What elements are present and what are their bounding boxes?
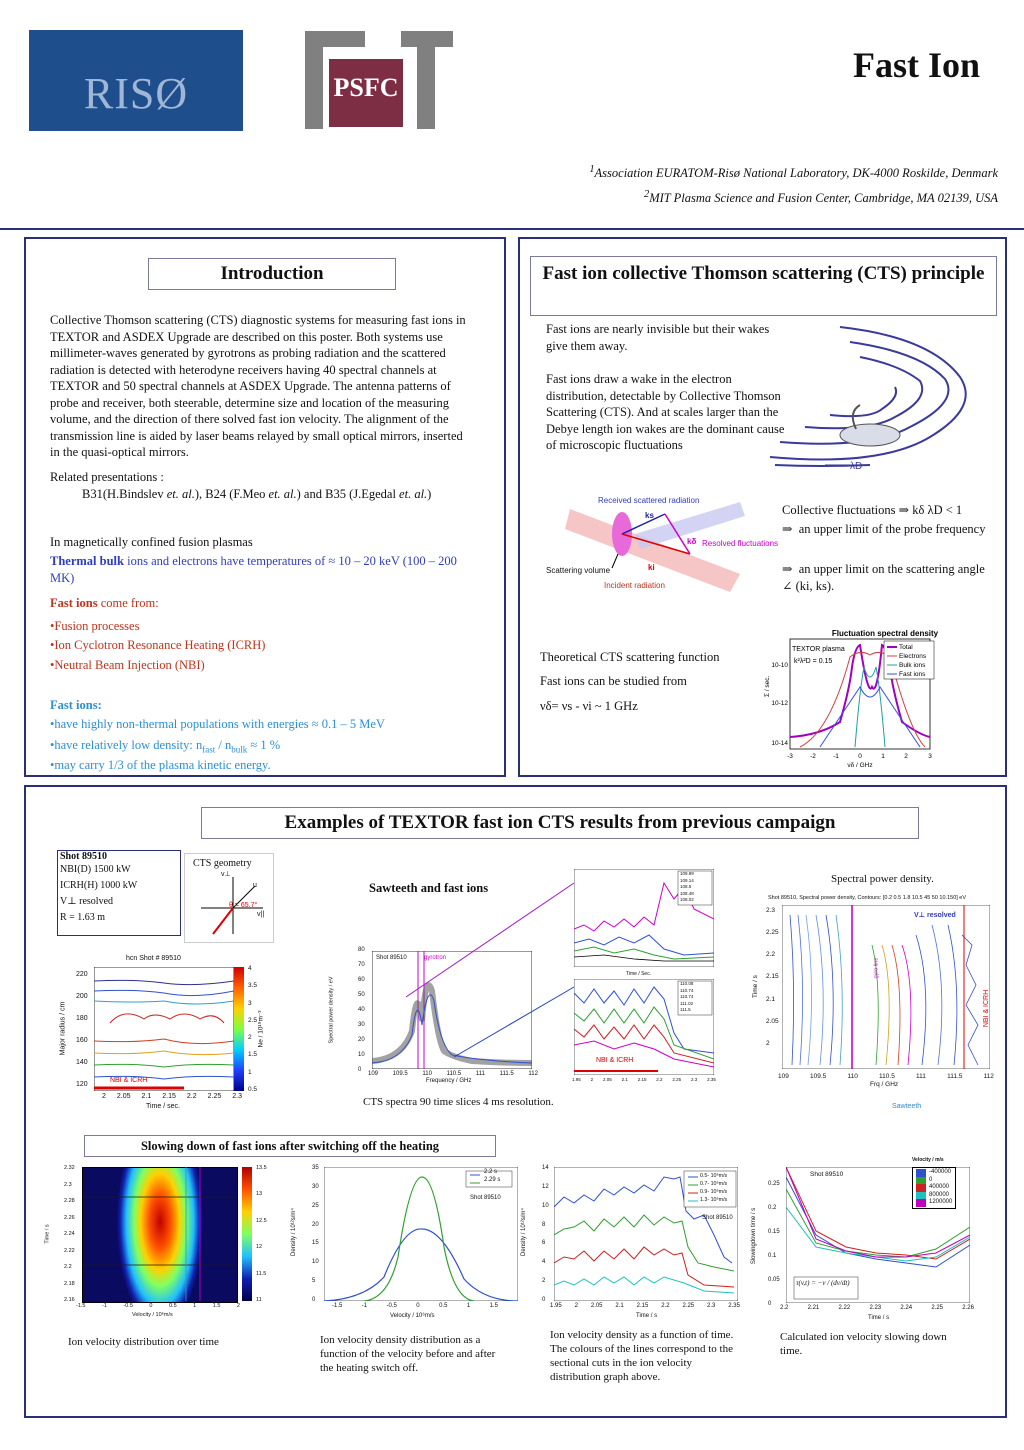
vtime-xticks: [550, 1303, 740, 1309]
xtick: 2.15: [637, 1077, 647, 1082]
ytick: 30: [312, 1183, 319, 1190]
ctick: 13: [256, 1191, 263, 1198]
hcn-xticks: [102, 1093, 242, 1100]
xtick: 110: [847, 1073, 858, 1080]
spd-ylabel: Time / s: [751, 975, 759, 998]
legend-electrons: Electrons: [899, 653, 927, 660]
ctick: 4: [248, 965, 252, 972]
spd-chart: [748, 895, 998, 1115]
spectrum-title: Fluctuation spectral density: [831, 629, 939, 638]
vtime-shot: Shot 89510: [702, 1215, 733, 1221]
vdist-xticks: [332, 1303, 498, 1309]
xtick: 2.24: [900, 1305, 913, 1311]
source-item: •Fusion processes: [50, 619, 140, 633]
xtick: 2.2: [186, 1093, 197, 1100]
cts-panel: [518, 237, 1007, 777]
legend-item: 400000: [916, 1184, 952, 1192]
spd-plot: [782, 905, 990, 1069]
vmap-colorbar: [242, 1167, 252, 1301]
ctick: 1.5: [248, 1051, 258, 1059]
vdist-shot: Shot 89510: [470, 1195, 501, 1201]
legend-item: 0.9- 10⁶m/s: [700, 1189, 728, 1195]
ytick: 20: [312, 1221, 319, 1228]
xtick: 110: [422, 1071, 432, 1077]
ytick: 10: [312, 1259, 319, 1266]
ctick: 3.5: [248, 982, 258, 990]
xtick: 1: [466, 1303, 471, 1309]
vdist-legend-1: 2.2 s: [484, 1169, 498, 1175]
spectra-ylabel: Spectral power density / eV: [328, 976, 335, 1044]
ytick: 6: [542, 1240, 546, 1247]
ytick: 10-10: [771, 662, 788, 669]
ytick: 0.25: [768, 1181, 780, 1187]
shot-line: ICRH(H) 1000 kW: [60, 880, 138, 891]
geometry-vperp: v⊥: [221, 871, 231, 878]
theo-2: Fast ions can be studied from: [540, 674, 687, 688]
xtick: 0: [416, 1303, 420, 1309]
xtick: 2.26: [962, 1305, 974, 1311]
ctick: 11: [256, 1296, 262, 1303]
legend-item: 0.7- 10⁶m/s: [700, 1181, 728, 1187]
spd-gyro: gyro line: [873, 957, 880, 979]
ytick: 14: [542, 1165, 549, 1171]
ctick: 13.5: [256, 1165, 267, 1171]
header-divider: [0, 228, 1024, 230]
spectra-xlabel: Frequency / GHz: [426, 1078, 472, 1084]
spd-nbi: NBI & ICRH: [983, 989, 991, 1028]
ytick: 0.15: [768, 1229, 780, 1235]
legend-item: 800000: [916, 1192, 952, 1200]
confined-text: In magnetically confined fusion plasmas: [50, 535, 253, 549]
slowing-legend-title: Velocity / m/s: [912, 1157, 944, 1163]
xtick: 2.15: [162, 1093, 176, 1100]
slowing-formula: τ(v,t) = −v / (dv/dt): [796, 1279, 850, 1287]
xtick: 110.5: [446, 1071, 462, 1077]
ytick: 40: [358, 1007, 365, 1013]
xtick: 109.5: [392, 1071, 408, 1077]
ytick: 15: [312, 1240, 319, 1247]
ytick: 2: [542, 1278, 546, 1285]
shot-info-box: [57, 850, 181, 936]
affiliation-1: $^1$Association EURATOM-Risø National Laboratory, DK-4000 Roskilde, Denmark: [589, 164, 998, 181]
ctick: 11.5: [256, 1270, 267, 1277]
ctick: 3: [248, 999, 252, 1007]
ytick: 200: [76, 993, 88, 1000]
ytick: 5: [312, 1278, 316, 1285]
ytick: 0.05: [768, 1277, 780, 1283]
ytick: 140: [76, 1059, 88, 1066]
ytick: 0: [542, 1296, 546, 1303]
xtick: 111: [916, 1073, 926, 1080]
spd-vperp: V⊥ resolved: [914, 912, 956, 919]
shot-line: V⊥ resolved: [60, 896, 114, 907]
legend-item: 111.02: [680, 1000, 694, 1006]
hcn-colorbar: [234, 967, 244, 1091]
geometry-title: CTS geometry: [193, 858, 252, 869]
vtime-legend: [700, 1172, 727, 1204]
legend-item: -400000: [916, 1169, 952, 1177]
hcn-ylabel: Major radius / cm: [59, 1001, 67, 1056]
vtime-ylabel: Density / 10¹²s/m⁴: [520, 1208, 527, 1256]
ytick: 2.25: [766, 929, 779, 937]
legend-item: 109.99: [680, 871, 694, 876]
related-label: Related presentations :: [50, 470, 164, 484]
ytick: 2.22: [64, 1247, 75, 1254]
xtick: 2: [574, 1303, 578, 1309]
ytick: 30: [358, 1022, 365, 1028]
ytick: 2.2: [766, 951, 776, 959]
timetraces-chart: [556, 867, 716, 1087]
spd-yticks: [766, 907, 779, 1047]
xtick: 2.2: [656, 1077, 663, 1082]
vmap-caption: Ion velocity distribution over time: [68, 1336, 219, 1348]
lambda-d-label: λD: [850, 461, 863, 472]
ytick: 70: [358, 962, 365, 968]
slowing-shot: Shot 89510: [810, 1171, 844, 1178]
ytick: 160: [76, 1037, 88, 1044]
legend-item: 111.5: [680, 1007, 691, 1012]
vdist-xlabel: Velocity / 10⁶m/s: [390, 1313, 435, 1319]
ytick: 2: [766, 1039, 770, 1047]
ytick: 10-14: [771, 740, 788, 747]
xtick: 2.23: [869, 1305, 882, 1311]
related-list: B31(H.Bindslev et. al.), B24 (F.Meo et. al.) and B35 (J.Egedal et. al.): [82, 487, 432, 501]
xtick: 1.5: [489, 1303, 498, 1309]
cts-title: Fast ion collective Thomson scattering (CTS) principle: [530, 256, 997, 316]
xtick: 2.1: [615, 1303, 624, 1309]
source-item: •Neutral Beam Injection (NBI): [50, 658, 205, 672]
xtick: 2.2: [780, 1305, 789, 1311]
xtick: -0.5: [123, 1303, 133, 1309]
affiliation-2: $^2$MIT Plasma Science and Fusion Center, Cambridge, MA 02139, USA: [643, 189, 998, 206]
ctick: 0.5: [248, 1085, 258, 1093]
shot-line: Shot 89510: [60, 851, 107, 862]
ytick: 25: [312, 1202, 319, 1209]
vmap-overlay: [82, 1167, 236, 1301]
ytick: 2.3: [64, 1181, 72, 1188]
xtick: 2.21: [807, 1305, 820, 1311]
poster-title: Fast Ion: [852, 45, 980, 85]
xtick: 2.15: [636, 1303, 649, 1309]
ytick: 80: [358, 947, 365, 953]
hcn-plot: [94, 967, 234, 1091]
legend-bulk: Bulk ions: [899, 662, 926, 669]
prop-item: •have highly non-thermal populations with energies ≈ 0.1 – 5 MeV: [50, 717, 385, 731]
intro-panel: [24, 237, 506, 777]
spd-title: Spectral power density.: [831, 873, 934, 885]
vtime-xlabel: Time / s: [636, 1313, 658, 1319]
legend-item: 108.5: [680, 884, 692, 889]
spd-xticks: [778, 1073, 994, 1080]
swan-wake-figure: [760, 317, 1000, 477]
ytick: 2.15: [766, 973, 779, 981]
vmap-cbar-ticks: [256, 1165, 267, 1303]
kd-label: kδ: [687, 537, 697, 546]
ytick: 2.3: [766, 907, 776, 914]
spectra-caption: CTS spectra 90 time slices 4 ms resolution.: [363, 1096, 554, 1108]
xtick: 2.3: [707, 1303, 716, 1309]
ytick: 2.32: [64, 1165, 75, 1171]
fluct-spectrum-chart: [760, 627, 1000, 767]
geometry-u: u: [253, 882, 257, 889]
xtick: 0: [858, 753, 862, 760]
geometry-box: [184, 853, 274, 943]
xtick: 0.5: [168, 1303, 177, 1309]
ytick: 2.2: [64, 1264, 72, 1270]
slowing-caption: Calculated ion velocity slowing down time.: [780, 1331, 947, 1357]
intro-paragraph: Collective Thomson scattering (CTS) diagnostic systems for measuring fast ions in TEXTOR and ASDEX Upgrade are described on this poster. Both systems use millimeter-waves generated by gyrotrons as probing radiation and the scattered radiation is detected with heterodyne receivers having 40 spectral channels at TEXTOR and 50 spectral channels at ASDEX Upgrade. The antenna patterns of probe and receiver, both steerable, determine size and location of the measuring volume, and the direction of there solved fast ion velocity. The alignment of the transmission line is aided by laser beams relayed by small optical mirrors, inserted in the quasi-optical mirrors.: [50, 313, 466, 459]
xtick: 2.3: [232, 1093, 242, 1100]
legend-item: 0.5- 10⁶m/s: [700, 1173, 728, 1179]
xtick: 2.25: [682, 1303, 695, 1309]
xtick: 1: [193, 1303, 197, 1309]
legend-item: 109.14: [680, 877, 694, 883]
theo-1: Theoretical CTS scattering function: [540, 650, 720, 664]
spectra-shot: Shot 89510: [376, 955, 407, 961]
xtick: -1: [833, 753, 839, 760]
fast-ions-from: Fast ions come from:: [50, 596, 159, 610]
timetrace-xticks: [572, 1077, 716, 1082]
xtick: 112: [983, 1073, 994, 1080]
xtick: 2.3: [691, 1077, 698, 1082]
ytick: 4: [542, 1259, 546, 1266]
legend-item: 1.3- 10⁶m/s: [700, 1197, 728, 1203]
xtick: 1.95: [550, 1303, 562, 1309]
legend-item: 110.74: [680, 987, 694, 993]
xtick: 1.95: [572, 1077, 581, 1082]
ctick: 12: [256, 1244, 263, 1251]
legend-total: Total: [899, 644, 913, 651]
xtick: 2.35: [728, 1303, 740, 1309]
vdist-legend-2: 2.29 s: [484, 1177, 501, 1183]
ytick: 220: [76, 971, 88, 978]
examples-title: Examples of TEXTOR fast ion CTS results from previous campaign: [201, 807, 919, 839]
ytick: 2.16: [64, 1297, 75, 1303]
xtick: 2.22: [838, 1305, 851, 1311]
xtick: 2: [590, 1077, 594, 1082]
xtick: 1.5: [212, 1303, 221, 1309]
spectrum-xlabel: νδ / GHz: [847, 762, 873, 767]
xtick: -1.5: [76, 1303, 86, 1309]
xtick: 2.35: [707, 1077, 716, 1082]
ytick: 0: [358, 1067, 362, 1073]
vdist-ylabel: Density / 10¹²s/m⁴: [290, 1208, 297, 1256]
ytick: 10: [542, 1202, 549, 1209]
upper-limit-2: ⇒ an upper limit on the scattering angle ∠ (ki, ks).: [782, 562, 985, 593]
legend-item: 108.48: [680, 890, 694, 896]
cts-para-1: Fast ions are nearly invisible but their wakes give them away.: [546, 322, 770, 353]
xtick: -0.5: [386, 1303, 397, 1309]
xtick: 2.05: [602, 1077, 612, 1082]
xtick: 109: [368, 1071, 379, 1077]
ytick: 0: [312, 1296, 316, 1303]
cts-para-2: Fast ions draw a wake in the electron distribution, detectable by Collective Thomson Scattering (CTS). And at scales larger than the Debye length ion wakes are the dominant cause of microscopic fluctuations: [546, 372, 785, 452]
xtick: 2: [236, 1303, 240, 1309]
xtick: 0: [149, 1303, 153, 1309]
ytick: 12: [542, 1183, 549, 1190]
hcn-chart: [59, 955, 286, 1115]
riso-logo-text: RISØ: [83, 69, 189, 118]
xtick: 2.05: [116, 1093, 131, 1100]
shot-line: R = 1.63 m: [60, 912, 106, 923]
hcn-clabel: Ne / 10¹⁹m⁻³: [257, 1010, 265, 1048]
top-legend: [680, 871, 694, 904]
ytick: 2.18: [64, 1280, 75, 1287]
xtick: 0.5: [439, 1303, 448, 1309]
spectrum-param: k²λ²D = 0.15: [794, 658, 833, 665]
timetrace-nbi: NBI & ICRH: [596, 1057, 634, 1064]
ytick: 35: [312, 1165, 319, 1171]
xtick: 2.25: [931, 1305, 944, 1311]
legend-item: 0: [916, 1177, 952, 1185]
xtick: 2.25: [207, 1093, 222, 1100]
ks-label: ks: [645, 511, 654, 520]
upper-limit-1: ⇒ an upper limit of the probe frequency: [782, 522, 986, 536]
volume-label: Scattering volume: [546, 566, 611, 575]
psfc-text: PSFC: [333, 73, 399, 102]
xtick: 109.5: [810, 1073, 827, 1080]
spectrum-plasma: TEXTOR plasma: [792, 646, 845, 653]
incident-label: Incident radiation: [604, 581, 665, 590]
ctick: 2: [248, 1034, 252, 1042]
xtick: 109: [778, 1073, 789, 1080]
intro-title: Introduction: [148, 258, 396, 290]
legend-fast: Fast ions: [899, 671, 926, 678]
vmap-ylabel: Time / s: [44, 1224, 51, 1244]
xtick: -1: [361, 1303, 368, 1309]
slowing-ylabel: Slowingdown time / s: [751, 1207, 758, 1265]
legend-item: 108.02: [680, 897, 694, 902]
xtick: 2.1: [141, 1093, 152, 1100]
ytick: 180: [76, 1015, 88, 1022]
ctick: 2.5: [248, 1016, 258, 1024]
xtick: 111.5: [499, 1071, 514, 1077]
xtick: -2: [810, 753, 816, 760]
xtick: -3: [787, 753, 793, 760]
ctick: 1: [248, 1068, 252, 1076]
mit-psfc-logo: [305, 31, 453, 129]
slowing-chart: [751, 1157, 982, 1327]
hcn-xlabel: Time / sec.: [146, 1103, 180, 1110]
source-item: •Ion Cyclotron Resonance Heating (ICRH): [50, 638, 266, 652]
xtick: 2.25: [672, 1077, 682, 1082]
legend-item: 110.08: [680, 981, 694, 986]
vtime-yticks: [542, 1165, 549, 1303]
xtick: 2: [102, 1093, 106, 1100]
ytick: 2.1: [766, 995, 776, 1003]
slowing-xticks: [780, 1305, 974, 1311]
ytick: 0.1: [768, 1253, 777, 1259]
slowing-yticks: [768, 1181, 780, 1307]
ytick: 2.28: [64, 1198, 75, 1204]
xtick: 111.5: [947, 1073, 963, 1080]
ytick: 20: [358, 1037, 365, 1043]
xtick: 110.5: [879, 1073, 895, 1080]
xtick: 2.1: [621, 1077, 628, 1082]
ytick: 2.05: [766, 1017, 779, 1025]
legend-item: 110.74: [680, 994, 694, 999]
xtick: 2.2: [661, 1303, 670, 1309]
vdist-yticks: [312, 1165, 319, 1303]
vmap-chart: [46, 1165, 276, 1325]
thermal-bulk-text: Thermal bulk ions and electrons have temperatures of ≈ 10 – 20 keV (100 – 200 MK): [50, 554, 457, 585]
spd-sawteeth: Sawteeth: [892, 1103, 922, 1110]
hcn-nbi: NBI & ICRH: [110, 1077, 148, 1084]
ytick: 10-12: [771, 700, 788, 707]
ytick: 120: [76, 1081, 88, 1088]
theo-3: νδ= νs - νi ~ 1 GHz: [540, 699, 638, 713]
geometry-vpar: v||: [257, 911, 265, 918]
vdist-caption: Ion velocity density distribution as a function of the velocity before and after the heating switch off.: [320, 1334, 496, 1374]
xtick: 112: [528, 1071, 538, 1077]
vdist-chart: [290, 1165, 528, 1330]
spectra-gyrotron: gyrotron: [424, 955, 447, 961]
vmap-xlabel: Velocity / 10⁶m/s: [132, 1312, 173, 1318]
ytick: 50: [358, 992, 365, 998]
sawteeth-title: Sawteeth and fast ions: [369, 881, 489, 895]
geometry-angle: θ = 65.7°: [229, 902, 258, 909]
ctick: 12.5: [256, 1217, 267, 1224]
ytick: 0: [768, 1301, 772, 1307]
xtick: 1: [881, 753, 885, 760]
slowing-title: Slowing down of fast ions after switching off the heating: [84, 1135, 496, 1157]
received-label: Received scattered radiation: [598, 496, 700, 505]
ki-label: ki: [648, 563, 655, 572]
examples-panel: [24, 785, 1007, 1418]
ytick: 8: [542, 1221, 546, 1228]
vmap-xticks: [76, 1303, 240, 1309]
vtime-caption: Ion velocity density as a function of time. The colours of the lines correspond to the sectional cuts in the ion velocity distribution graph above.: [550, 1329, 734, 1383]
bottom-legend: [680, 981, 693, 1014]
slowing-legend: [912, 1167, 956, 1209]
riso-logo: [29, 30, 243, 131]
fast-ions-label: Fast ions:: [50, 698, 102, 712]
spd-subtitle: Shot 89510, Spectral power density, Contours: [0.2 0.5 1.8 10.5 45 50 10.150] eV: [768, 895, 967, 901]
xtick: -1.5: [332, 1303, 343, 1309]
resolved-label: Resolved fluctuations: [702, 539, 779, 548]
vdist-plot: [324, 1167, 518, 1301]
ytick: 2.26: [64, 1214, 75, 1221]
prop-item-density: •have relatively low density: $n_{fast} / n_{bulk} \approx 1$ %: [50, 738, 281, 755]
slowing-xlabel: Time / s: [868, 1315, 890, 1321]
vmap-yticks: [64, 1165, 75, 1303]
xtick: 2.05: [590, 1303, 603, 1309]
shot-line: NBI(D) 1500 kW: [60, 864, 131, 875]
xtick: 111: [475, 1071, 485, 1077]
hcn-title: hcn Shot # 89510: [126, 955, 181, 962]
spectrum-ylabel: Σ / sec.: [764, 675, 771, 697]
spd-xlabel: Frq / GHz: [870, 1081, 899, 1088]
ytick: 0.2: [768, 1205, 777, 1211]
ytick: 60: [358, 977, 365, 983]
xtick: 2: [904, 753, 908, 760]
xtick: 3: [928, 753, 932, 760]
top-xlabel: Time / Sec.: [626, 971, 652, 977]
collective-fluct: Collective fluctuations ⇒ kδ λD < 1: [782, 503, 963, 517]
xtick: -1: [102, 1303, 107, 1309]
vtime-chart: [520, 1165, 752, 1325]
legend-item: 1200000: [916, 1199, 952, 1207]
prop-item: •may carry 1/3 of the plasma kinetic energy.: [50, 758, 271, 772]
spectra-yticks: [358, 947, 365, 1073]
xticks: [787, 753, 932, 760]
ytick: 10: [358, 1052, 365, 1058]
ytick: 2.24: [64, 1231, 75, 1237]
